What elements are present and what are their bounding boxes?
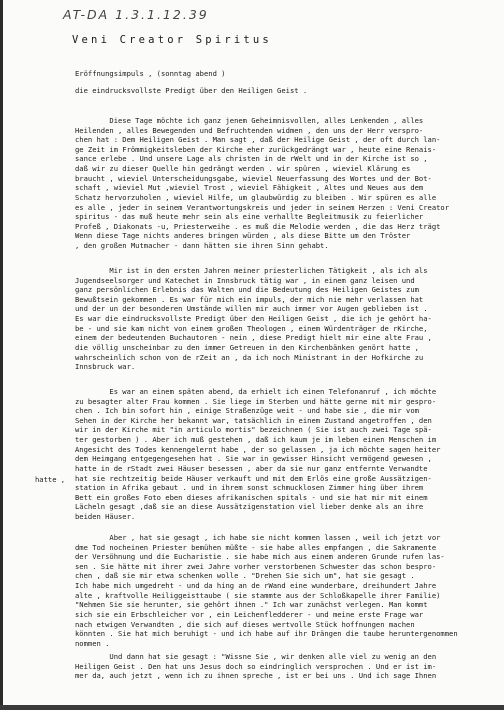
text-line: nommen . [75, 638, 110, 648]
text-line: wir in der Kirche mit "in articulo mortis" bezeichnen ( Sie ist auch zwei Tage spä- [75, 425, 432, 435]
text-line: einem der bedeutenden Buchautoren - nein , diese Predigt hielt mir eine alte Frau , [75, 333, 432, 343]
text-line: dem Heimgang entgegengesehen hat . Sie war in gewisser Hinsicht vermögend gewesen , [75, 454, 432, 464]
text-line: zu besagter alter Frau kommen . Sie liege im Sterben und hätte gerne mit mir gespro- [75, 396, 437, 406]
text-line: hatte in de rStadt zwei Häuser besessen , aber da sie nur ganz entfernte Verwandte [75, 463, 428, 473]
text-line: Aber , hat sie gesagt , ich habe sie nicht kommen lassen , weil ich jetzt vor [75, 533, 441, 542]
text-line: Heilenden , alles Bewegenden und Befruchtenden widmen , den uns der Herr verspro- [75, 125, 424, 135]
text-line: Heiligen Geist . Den hat uns Jesus doch so eindringlich versprochen . Und er ist im- [75, 661, 437, 671]
subtitle: Eröffnungsimpuls , (sonntag abend ) [75, 69, 226, 78]
text-line: schaft , wieviel Mut ,wieviel Trost , wieviel Fähigkeit , Altes und Neues aus dem [75, 183, 424, 193]
text-line: alte , kraftvolle Heiliggeisttaube ( sie stammte aus der Schloßkapelle ihrer Familie) [75, 590, 441, 600]
text-line: Ich habe mich umgedreht - und da hing an de rWand eine wunderbare, dreihundert Jahre [75, 581, 437, 591]
text-line: könnten . Sie hat mich beruhigt - und ich habe auf ihr Drängen die taube heruntergenommen [75, 629, 458, 639]
text-line: daß wir zu dieser Quelle hin gedrängt werden . wir spüren , wieviel Klärung es [75, 164, 411, 174]
text-line: wahrscheinlich schon von de rZeit an , da ich noch Ministrant in der Hofkirche zu [75, 352, 424, 362]
text-line: dme Tod nocheinen Priester bemühen müßte - sie habe alles empfangen , die Sakramente [75, 542, 437, 552]
text-line: Wenn diese Tage nichts anderes bringen würden , als diese Bitte um den Tröster [75, 231, 411, 241]
text-line: es alle , jeder in seinem Verantwortungskreis und jeder in seinem Herzen : Veni Creator [75, 202, 450, 212]
text-line: ge Zeit im Frömmigkeitsleben der Kirche eher zurückgedrängt war , heute eine Renais- [75, 144, 437, 154]
text-line: mer da, auch jetzt , wenn ich zu ihnen spreche , ist er bei uns . Und ich sage Ihnen [75, 671, 437, 681]
text-line: Diese Tage möchte ich ganz jenem Geheimnisvollen, alles Lenkenden , alles [75, 116, 424, 125]
text-line: chen , daß sie mir etwa schenken wolle . "Drehen Sie sich um", hat sie gesagt . [75, 571, 415, 581]
text-line: Schatz hervorzuholen , wieviel Hilfe, um glaubwürdig zu bleiben . Wir spüren es alle [75, 192, 437, 202]
text-line: chen hat : Dem Heiligen Geist . Man sagt , daß der Heilige Geist , der oft durch lan- [75, 135, 441, 145]
margin-note: hatte , [35, 474, 66, 484]
text-line: Innsbruck war. [75, 362, 136, 372]
text-line: , den großen Mutmacher - dann hätten sie ihren Sinn gehabt. [75, 241, 329, 251]
text-line: Mir ist in den ersten Jahren meiner priesterlichen Tätigkeit , als ich als [75, 266, 428, 275]
text-line: ter gestorben ) . Aber ich muß gestehen , daß ich kaum je im leben einen Menschen im [75, 435, 437, 445]
text-line: sen . Sie hätte mit ihrer zwei Jahre vorher verstorbenen Schwester das schon bespro- [75, 561, 437, 571]
text-line: sich sie ein Erbschleicher vor , ein Leichenfledderer - und meine erste Frage war [75, 609, 424, 619]
text-line: station in Afrika gebaut . und in ihrem sonst schmucklosen Zimmer hing über ihrem [75, 483, 424, 493]
text-line: braucht , wieviel Unterscheidungsgabe, wieviel Neuerfassung des Wortes und der Bot- [75, 173, 432, 183]
text-line: ganz persönlichen Erlebnis das Walten und die Bedeutung des Heiligen Geistes zum [75, 285, 419, 295]
text-line: sance erlebe . Und unsere Lage als christen in de rWelt und in der Kirche ist so , [75, 154, 428, 164]
text-line: be - und sie kam nicht von einem großen Theologen , einem Würdenträger de rKirche, [75, 323, 428, 333]
text-line: Es war die eindrucksvollste Predigt über den Heiligen Geist , die ich je gehört ha- [75, 314, 432, 324]
text-line: Bett ein großes Foto eben dieses afrikanischen spitals - und sie hat mir mit einem [75, 492, 428, 502]
text-line: chen . Ich bin sofort hin , einige Straßenzüge weit - und habe sie , die mir vom [75, 406, 419, 416]
text-line: Bewußtsein gekommen . Es war für mich ein impuls, der mich nie mehr verlassen hat [75, 294, 424, 304]
text-line: Angesicht des Todes kennengelernt habe , der so gelassen , ja ich möchte sagen heiter [75, 444, 441, 454]
archive-id-stamp: AT-DA 1.3.1.12.39 [63, 7, 209, 22]
text-line: der Versöhnung und die Eucharistie . sie habe mich aus einem anderen Grunde rufen las- [75, 552, 445, 562]
text-line: Und dann hat sie gesagt : "Wissne Sie , wir denken alle viel zu wenig an den [75, 652, 437, 661]
text-line: Es war an einem späten abend, da erhielt ich einen Telefonanruf , ich möchte [75, 387, 437, 396]
text-line: Lächeln gesagt ,daß sie an diese Aussätzigenstation viel lieber denke als an ihre [75, 502, 424, 512]
text-line: Sehen in der Kirche her bekannt war, tatsächlich in einem Zustand angetroffen , den [75, 415, 432, 425]
text-line: Jugendseelsorger und Katechet in Innsbruck tätig war , in einem ganz leisen und [75, 275, 415, 285]
text-line: nach etwigen Verwandten , die sich auf dieses wertvolle Stück hoffnungen machen [75, 619, 415, 629]
text-line: die völlig unscheinbar zu den immer Getreuen in den Kirchenbänken genört hatte , [75, 342, 419, 352]
text-line: spiritus - das muß heute mehr sein als eine verhallte Begleitmusik zu feierlicher [75, 212, 424, 222]
text-line: "Nehmen Sie sie herunter, sie gehört ihnen ." Ich war zunächst verlegen. Man kommt [75, 600, 428, 610]
scan-edge [0, 0, 3, 710]
document-title: Veni Creator Spiritus [72, 34, 272, 46]
text-line: Profeß , Diakonats -u, Priesterweihe . es muß die Melodie werden , die das Herz trägt [75, 221, 441, 231]
scan-bottom-edge [0, 705, 504, 710]
text-line: beiden Häuser. [75, 512, 136, 522]
text-line: und der un der besonderen Umstände willen mir auch immer vor Augen geblieben ist . [75, 304, 428, 314]
text-line: hat sie rechtzeitig beide Häuser verkauft und mit dem Erlös eine große Aussätzigen- [75, 473, 432, 483]
heading: die eindrucksvollste Predigt über den Heiligen Geist . [75, 86, 308, 95]
